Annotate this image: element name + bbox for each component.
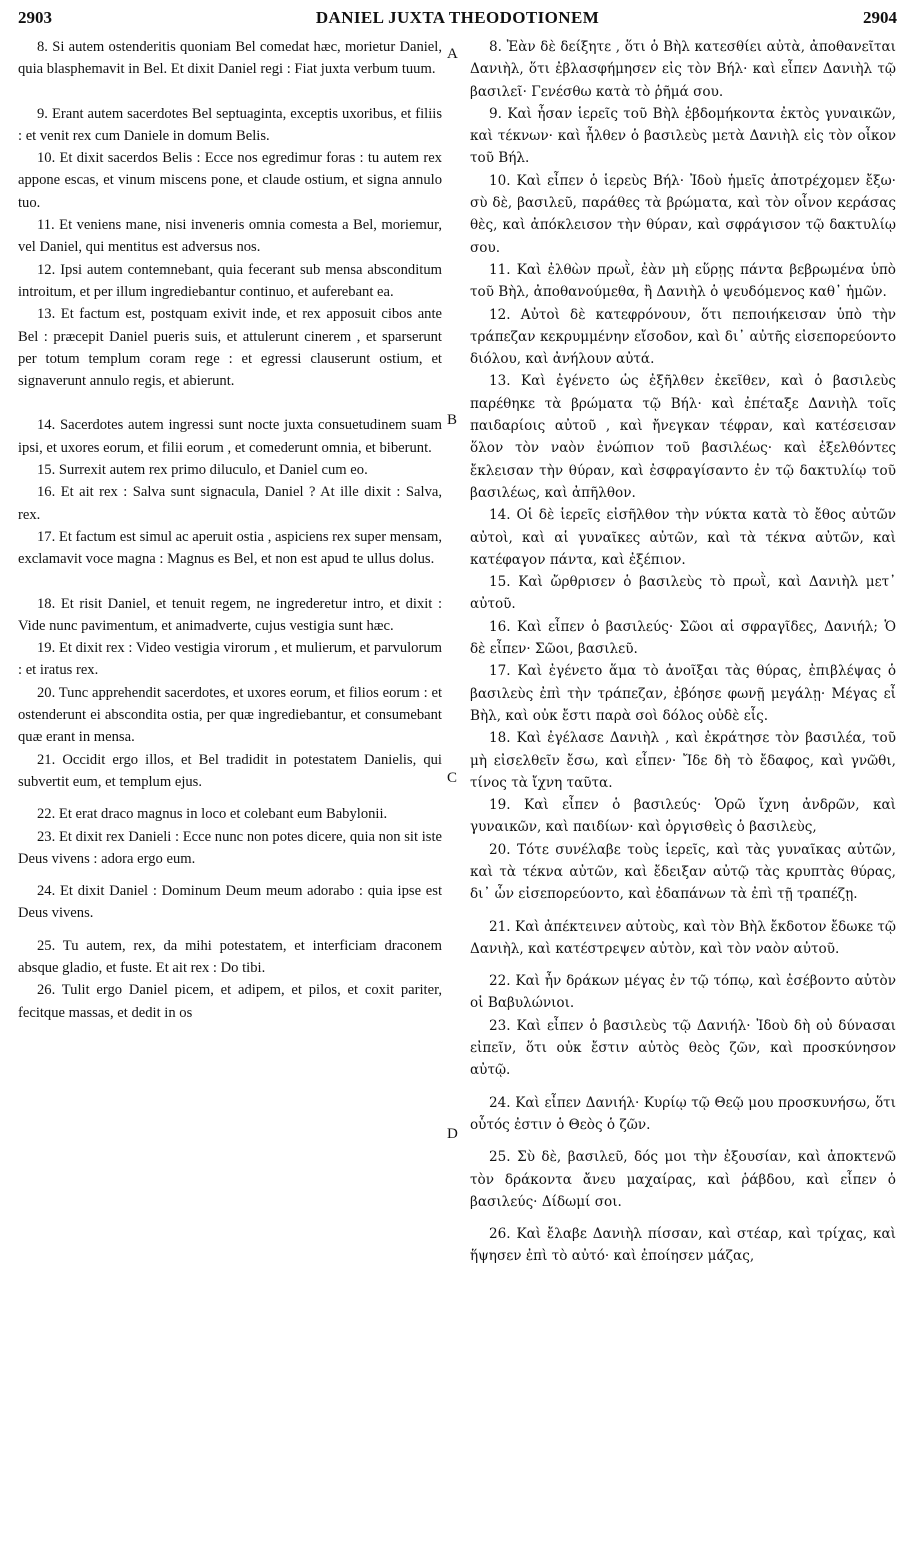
latin-verse: 21. Occidit ergo illos, et Bel tradidit in potestatem Danielis, qui subvertit eum, et templum ejus. [18,751,442,790]
latin-column [18,36,442,1024]
greek-verse: 13. Καὶ ἐγένετο ὡς ἐξῆλθεν ἐκεῖθεν, καὶ ὁ βασιλεὺς παρέθηκε τὰ βρώματα τῷ Βήλ· καὶ ἐπέταξε Δανιὴλ τοῖς παιδαρίοις αὐτοῦ , καὶ ἤνεγκαν τέφραν, καὶ κατέσεισαν ὅλον τὸν ναὸν ἐνώπιον τοῦ βασιλέως· καὶ ἐξελθόντες ἔκλεισαν τὴν θύραν, καὶ ἐσφραγίσαντο ἐν τῷ δακτυλίῳ τοῦ βασιλέως, καὶ ἀπῆλθον. [470,373,896,501]
latin-verse: 20. Tunc apprehendit sacerdotes, et uxores eorum, et filios eorum : et ostenderunt ei abscondita ostia, per quæ ingrediebantur, et consumebant quæ erant in mensa. [18,684,442,746]
greek-verse: 18. Καὶ ἐγέλασε Δανιὴλ , καὶ ἐκράτησε τὸν βασιλέα, τοῦ μὴ εἰσελθεῖν ἔσω, καὶ εἶπεν· Ἴδε δὴ τὸ ἔδαφος, καὶ γνῶθι, τίνος τὰ ἴχνη ταῦτα. [470,730,896,791]
latin-verse: 25. Tu autem, rex, da mihi potestatem, et interficiam draconem absque gladio, et fuste. Et ait rex : Do tibi. [18,937,442,976]
section-marker-a: A [447,46,458,62]
greek-verse: 19. Καὶ εἶπεν ὁ βασιλεύς· Ὁρῶ ἴχνη ἀνδρῶν, καὶ γυναικῶν, καὶ παιδίων· καὶ ὀργισθεὶς ὁ βασιλεὺς, [470,797,896,836]
greek-verse: 9. Καὶ ἦσαν ἱερεῖς τοῦ Βὴλ ἑβδομήκοντα ἐκτὸς γυναικῶν, καὶ τέκνων· καὶ ἦλθεν ὁ βασιλεὺς μετὰ Δανιὴλ εἰς τὸν οἶκον τοῦ Βήλ. [470,105,896,167]
greek-verse: 21. Καὶ ἀπέκτεινεν αὐτοὺς, καὶ τὸν Βὴλ ἔκδοτον ἔδωκε τῷ Δανιὴλ, καὶ κατέστρεψεν αὐτὸν, καὶ τὸν ναὸν αὐτοῦ. [470,918,896,957]
greek-verse: 24. Καὶ εἶπεν Δανιήλ· Κυρίῳ τῷ Θεῷ μου προσκυνήσω, ὅτι οὗτός ἐστιν ὁ Θεὸς ὁ ζῶν. [470,1094,896,1133]
latin-verse: 22. Et erat draco magnus in loco et colebant eum Babylonii. [37,806,388,823]
latin-verse: 15. Surrexit autem rex primo diluculo, et Daniel cum eo. [37,462,368,479]
greek-verse: 25. Σὺ δὲ, βασιλεῦ, δός μοι τὴν ἐξουσίαν, καὶ ἀποκτενῶ τὸν δράκοντα ἄνευ μαχαίρας, καὶ ῥάβδου, καὶ εἶπεν ὁ βασιλεύς· Δίδωμί σοι. [470,1149,896,1210]
latin-verse: 17. Et factum est simul ac aperuit ostia , aspiciens rex super mensam, exclamavit voce magna : Magnus es Bel, et non est apud te ullus dolus. [18,528,442,568]
greek-verse: 23. Καὶ εἶπεν ὁ βασιλεὺς τῷ Δανιήλ· Ἰδοὺ δὴ οὐ δύνασαι εἰπεῖν, ὅτι οὐκ ἔστιν αὐτὸς θεὸς ζῶν, καὶ προσκύνησον αὐτῷ. [470,1017,896,1079]
greek-verse: 26. Καὶ ἔλαβε Δανιὴλ πίσσαν, καὶ στέαρ, καὶ τρίχας, καὶ ἥψησεν ἐπὶ τὸ αὐτό· καὶ ἐποίησεν μάζας, [470,1226,896,1265]
greek-verse: 14. Οἱ δὲ ἱερεῖς εἰσῆλθον τὴν νύκτα κατὰ τὸ ἔθος αὐτῶν αὐτοὶ, καὶ αἱ γυναῖκες αὐτῶν, καὶ τὰ τέκνα αὐτῶν, καὶ κατέφαγον πάντα, καὶ ἐξέπιον. [470,507,896,568]
latin-verse: 18. Et risit Daniel, et tenuit regem, ne ingrederetur intro, et dixit : Vide nunc pavimentum, et animadverte, cujus vestigia sunt hæc. [18,595,442,634]
latin-verse: 19. Et dixit rex : Video vestigia virorum , et mulierum, et parvulorum : et iratus rex. [18,640,442,679]
greek-verse: 17. Καὶ ἐγένετο ἅμα τὸ ἀνοῖξαι τὰς θύρας, ἐπιβλέψας ὁ βασιλεὺς ἐπὶ τὴν τράπεζαν, ἐβόησε φωνῇ μεγάλῃ· Μέγας εἶ Βὴλ, καὶ οὐκ ἔστι παρὰ σοὶ δόλος οὐδὲ εἷς. [470,663,897,724]
greek-verse: 20. Τότε συνέλαβε τοὺς ἱερεῖς, καὶ τὰς γυναῖκας αὐτῶν, καὶ τὰ τέκνα αὐτῶν, καὶ ἔδειξαν αὐτῷ τὰς κρυπτὰς θύρας, δι᾽ ὧν εἰσεπορεύοντο, καὶ ἐδαπάνων τὰ ἐπὶ τῇ τραπέζῃ. [470,841,896,903]
latin-verse: 8. Si autem ostenderitis quoniam Bel comedat hæc, morietur Daniel, quia blasphemavit in Bel. Et dixit Daniel regi : Fiat juxta verbum tuum. [18,39,442,78]
running-title: DANIEL JUXTA THEODOTIONEM [315,8,600,27]
latin-verse: 10. Et dixit sacerdos Belis : Ecce nos egredimur foras : tu autem rex appone escas, et vinum miscens pone, et claude ostium, et signa annulo tuo. [18,150,442,211]
greek-verse: 11. Καὶ ἐλθὼν πρωῒ, ἐὰν μὴ εὕρῃς πάντα βεβρωμένα ὑπὸ τοῦ Βὴλ, ἀποθανούμεθα, ἢ Δανιὴλ ὁ ψευδόμενος καθ᾽ ἡμῶν. [470,261,896,301]
latin-verse: 14. Sacerdotes autem ingressi sunt nocte juxta consuetudinem suam ipsi, et uxores eorum, et filii eorum , et comederunt omnia, et biberunt. [18,417,442,456]
greek-verse: 22. Καὶ ἦν δράκων μέγας ἐν τῷ τόπῳ, καὶ ἐσέβοντο αὐτὸν οἱ Βαβυλώνιοι. [470,973,896,1012]
greek-verse: 15. Καὶ ὤρθρισεν ὁ βασιλεὺς τὸ πρωῒ, καὶ Δανιὴλ μετ᾽ αὐτοῦ. [470,574,897,613]
greek-verse: 12. Αὐτοὶ δὲ κατεφρόνουν, ὅτι πεποιήκεισαν ὑπὸ τὴν τράπεζαν κεκρυμμένην εἴσοδον, καὶ δι᾽ αὐτῆς εἰσεπορεύοντο διόλου, καὶ ἀνήλουν αὐτά. [470,306,896,368]
latin-verse: 26. Tulit ergo Daniel picem, et adipem, et pilos, et coxit pariter, fecitque massas, et dedit in os [18,982,442,1021]
latin-verse: 23. Et dixit rex Danieli : Ecce nunc non potes dicere, quia non sit iste Deus vivens : adora ergo eum. [18,828,442,867]
page-number-left: 2903 [18,8,52,27]
greek-verse: 10. Καὶ εἶπεν ὁ ἱερεὺς Βήλ· Ἰδοὺ ἡμεῖς ἀποτρέχομεν ἔξω· σὺ δὲ, βασιλεῦ, παράθες τὰ βρώματα, καὶ τὸν οἶνον κεράσας θὲς, καὶ ἀπόκλεισον τὴν θύραν, καὶ σφράγισον τῷ δακτυλίῳ σου. [470,172,896,256]
page-number-right: 2904 [863,8,897,27]
latin-verse: 24. Et dixit Daniel : Dominum Deum meum adorabo : quia ipse est Deus vivens. [18,883,443,922]
latin-verse: 9. Erant autem sacerdotes Bel septuaginta, exceptis uxoribus, et filiis : et venit rex cum Daniele in domum Belis. [18,105,442,144]
page-header [18,8,897,34]
section-marker-d: D [447,1126,458,1142]
latin-verse: 13. Et factum est, postquam exivit inde, et rex apposuit cibos ante Bel : præcepit Daniel pueris suis, et attulerunt cinerem , et sparserunt per totum templum coram rege : et egressi clauserunt ostium, et signaverunt annulo regis, et abierunt. [18,306,442,390]
section-marker-c: C [447,770,458,786]
greek-verse: 8. Ἐὰν δὲ δείξητε , ὅτι ὁ Βὴλ κατεσθίει αὐτὰ, ἀποθανεῖται Δανιὴλ, ὅτι ἐβλασφήμησεν εἰς τὸν Βήλ· καὶ εἶπεν Δανιὴλ τῷ βασιλεῖ· Γενέσθω κατὰ τὸ ῥῆμά σου. [470,39,896,100]
latin-verse: 16. Et ait rex : Salva sunt signacula, Daniel ? At ille dixit : Salva, rex. [18,484,442,523]
greek-verse: 16. Καὶ εἶπεν ὁ βασιλεύς· Σῶοι αἱ σφραγῖδες, Δανιήλ; Ὁ δὲ εἶπεν· Σῶοι, βασιλεῦ. [470,618,896,658]
greek-column [470,36,896,1268]
latin-verse: 11. Et veniens mane, nisi inveneris omnia comesta a Bel, moriemur, vel Daniel, qui mentitus est adversus nos. [18,217,442,256]
section-marker-b: B [447,412,458,428]
latin-verse: 12. Ipsi autem contemnebant, quia fecerant sub mensa absconditum introitum, et per illum ingrediebantur continuo, et auferebant ea. [18,261,442,300]
